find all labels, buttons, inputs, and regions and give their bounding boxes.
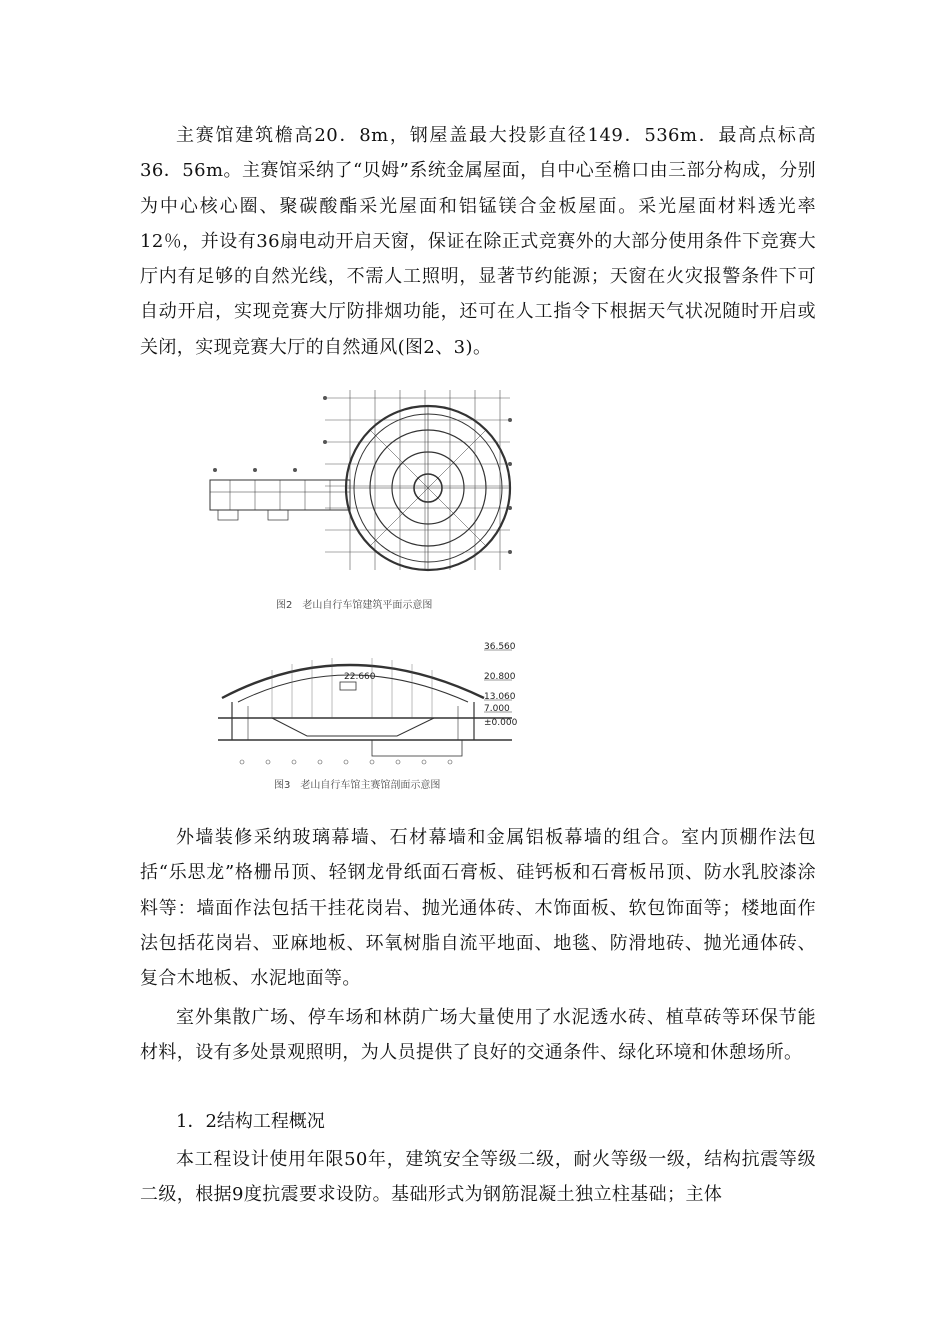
figure-floor-plan (200, 380, 530, 590)
figure-section (212, 640, 532, 768)
elevation-eave: 20.800 (484, 672, 516, 682)
paragraph-main-hall-roof: 主赛馆建筑檐高20．8m，钢屋盖最大投影直径149．536m．最高点标高36．56m。主赛馆采纳了“贝姆”系统金属屋面，自中心至檐口由三部分构成，分别为中心核心圈、聚碳酸酯采光屋面和铝锰镁合金板屋面。采光屋面材料透光率12％，并设有36扇电动开启天窗，保证在除正式竞赛外的大部分使用条件下竞赛大厅内有足够的自然光线，不需人工照明，显著节约能源；天窗在火灾报警条件下可自动开启，实现竞赛大厅防排烟功能，还可在人工指令下根据天气状况随时开启或关闭，实现竞赛大厅的自然通风(图2、3)。 (140, 125, 816, 358)
paragraph-structure: 本工程设计使用年限50年，建筑安全等级二级，耐火等级一级，结构抗震等级二级，根据9度抗震要求设防。基础形式为钢筋混凝土独立柱基础；主体 (140, 1149, 816, 1206)
figure-3-caption: 图3 老山自行车馆主赛馆剖面示意图 (274, 780, 441, 791)
floor-plan-drawing (200, 380, 530, 590)
paragraph-decoration: 外墙装修采纳玻璃幕墙、石材幕墙和金属铝板幕墙的组合。室内顶棚作法包括“乐思龙”格栅吊顶、轻钢龙骨纸面石膏板、硅钙板和石膏板吊顶、防水乳胶漆涂料等：墙面作法包括干挂花岗岩、抛光通体砖、木饰面板、软包饰面等；楼地面作法包括花岗岩、亚麻地板、环氧树脂自流平地面、地毯、防滑地砖、抛光通体砖、复合木地板、水泥地面等。 (140, 827, 816, 990)
elevation-level3: 13.060 (484, 692, 516, 702)
elevation-top: 36.560 (484, 642, 516, 652)
paragraph-outdoor: 室外集散广场、停车场和林荫广场大量使用了水泥透水砖、植草砖等环保节能材料，设有多处景观照明，为人员提供了良好的交通条件、绿化环境和休憩场所。 (140, 1007, 816, 1064)
elevation-level2: 7.000 (484, 704, 510, 714)
figure-2-caption: 图2 老山自行车馆建筑平面示意图 (276, 600, 433, 611)
elevation-inner: 22.660 (344, 672, 376, 682)
elevation-ground: ±0.000 (484, 718, 518, 728)
section-heading-structure: 1．2结构工程概况 (176, 1111, 325, 1132)
